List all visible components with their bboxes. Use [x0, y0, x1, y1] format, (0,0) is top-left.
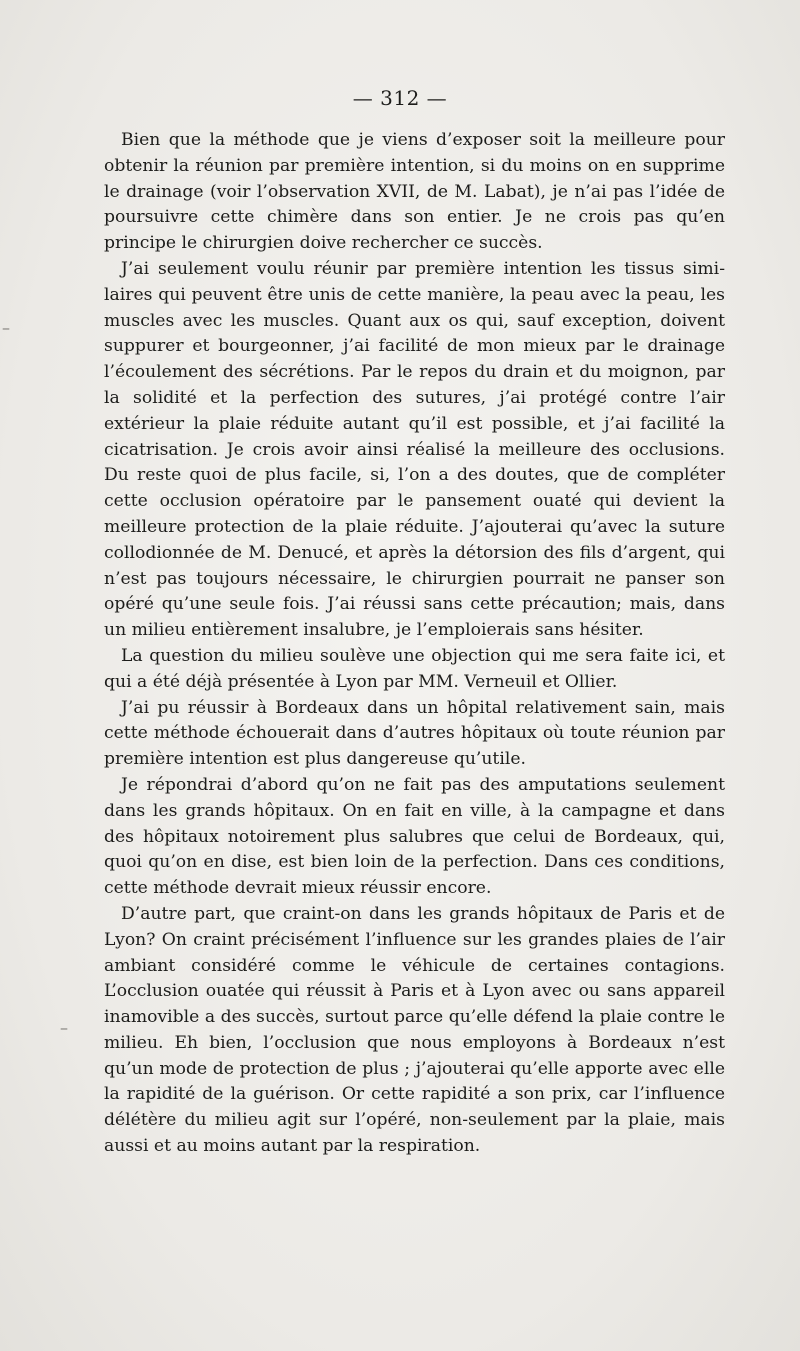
- paragraph: J’ai seulement voulu réunir par première intention les tissus similaires qui peuvent être unis de cette manière, la peau avec la peau, les muscles avec les muscles. Quant aux os qui, sauf exception, doivent suppurer et bourgeonner, j’ai facilité de mon mieux par le drainage l’écoulement des sécrétions. Par le repos du drain et du moignon, par la solidité et la perfection des sutures, j’ai protégé contre l’air extérieur la plaie réduite autant qu’il est possible, et j’ai facilité la cicatrisation. Je crois avoir ainsi réalisé la meilleure des occlusions. Du reste quoi de plus facile, si, l’on a des doutes, que de compléter cette occlusion opératoire par le pansement ouaté qui devient la meilleure protection de la plaie réduite. J’ajouterai qu’avec la suture collodionnée de M. Denucé, et après la détorsion des fils d’argent, qui n’est pas toujours nécessaire, le chirurgien pourrait ne panser son opéré qu’une seule fois. J’ai réussi sans cette précaution; mais, dans un milieu entièrement insalubre, je l’emploierais sans hésiter.: [104, 258, 725, 641]
- body-text: [104, 128, 725, 1160]
- page-number: — 312 —: [352, 86, 448, 110]
- margin-mark: –: [2, 318, 10, 337]
- paragraph: La question du milieu soulève une objection qui me sera faite ici, et qui a été déjà présentée à Lyon par MM. Verneuil et Ollier.: [104, 645, 725, 692]
- paragraph: Je répondrai d’abord qu’on ne fait pas des amputations seulement dans les grands hôpitaux. On en fait en ville, à la campagne et dans des hôpitaux notoirement plus salubres que celui de Bordeaux, qui, quoi qu’on en dise, est bien loin de la perfection. Dans ces conditions, cette méthode devrait mieux réussir encore.: [104, 774, 725, 899]
- paragraph: J’ai pu réussir à Bordeaux dans un hôpital relativement sain, mais cette méthode échouerait dans d’autres hôpitaux où toute réunion par première intention est plus dangereuse qu’utile.: [104, 697, 725, 770]
- margin-mark: –: [60, 1018, 68, 1037]
- paragraph: D’autre part, que craint-on dans les grands hôpitaux de Paris et de Lyon? On craint précisément l’influence sur les grandes plaies de l’air ambiant considéré comme le véhicule de certaines contagions. L’occlusion ouatée qui réussit à Paris et à Lyon avec ou sans appareil inamovible a des succès, surtout parce qu’elle défend la plaie contre le milieu. Eh bien, l’occlusion que nous employons à Bordeaux n’est qu’un mode de protection de plus ; j’ajouterai qu’elle apporte avec elle la rapidité de la guérison. Or cette rapidité a son prix, car l’influence délétère du milieu agit sur l’opéré, non-seulement par la plaie, mais aussi et au moins autant par la respiration.: [104, 903, 725, 1157]
- paragraph: Bien que la méthode que je viens d’exposer soit la meilleure pour obtenir la réunion par première intention, si du moins on en supprime le drainage (voir l’observation XVII, de M. Labat), je n’ai pas l’idée de poursuivre cette chimère dans son entier. Je ne crois pas qu’en principe le chirurgien doive rechercher ce succès.: [104, 130, 725, 254]
